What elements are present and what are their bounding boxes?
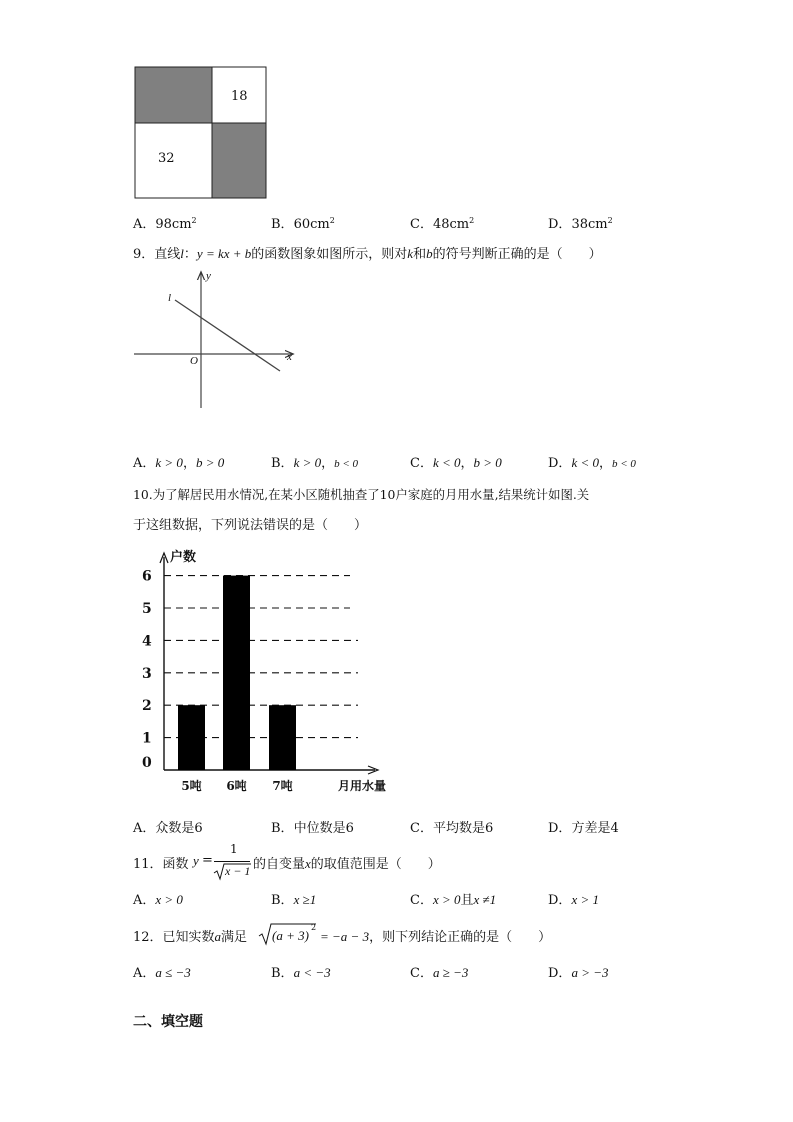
option-text: a > −3 [571,965,609,980]
q8-option-b[interactable] [271,213,335,232]
q11-option-b[interactable] [271,889,316,908]
y-tick-label: 0 [142,755,152,771]
q10-stem-line1: 10.为了解居民用水情况,在某小区随机抽查了10户家庭的月用水量,结果统计如图.关 [133,487,590,502]
q11-numerator: 1 [230,842,238,856]
y-tick-label: 3 [142,665,152,682]
bar [269,705,296,770]
option-text: x ≥1 [293,892,317,907]
option-sep: ， [460,456,474,471]
y-tick-label: 1 [142,730,152,747]
option-num: 6 [345,821,354,836]
x-tick-label: 5吨 [181,779,202,793]
y-axis-label: 户数 [170,550,197,565]
option-value: 60cm [293,217,330,232]
q11-eq: = [202,853,213,868]
option-num: 6 [484,821,494,836]
option-letter: A． [133,456,156,471]
option-letter: B． [271,217,294,232]
option-part-b: b > 0 [195,455,225,470]
option-part-a: k > 0 [155,455,183,470]
q8-option-c[interactable] [410,213,474,232]
option-text: x > 0 [155,892,183,907]
q9-suffix: 的符号判断正确的是（ ） [432,247,602,262]
q9-option-d[interactable] [548,452,636,471]
option-sep: ， [598,456,612,471]
q9-stem [133,243,602,262]
option-part-b: b < 0 [334,458,359,470]
q9-option-a[interactable] [133,452,224,471]
q11-option-d[interactable] [548,889,599,908]
option-text: a ≤ −3 [155,965,191,980]
q11-option-c[interactable] [410,889,496,908]
q9-option-c[interactable] [410,452,502,471]
q9-k: k [407,246,414,261]
option-letter: D． [548,893,572,908]
q9-b: b [426,246,433,261]
option-text: x > 0 [432,892,461,907]
option-letter: C． [410,966,433,981]
option-part-a: k > 0 [293,455,322,470]
q11-x: x [305,856,311,871]
q11-prefix: 11．函数 [133,857,189,872]
option-letter: B． [271,456,294,471]
q9-and: 和 [413,247,427,262]
q12-stem-rest [320,926,551,945]
q9-equation: y = kx + b [196,246,252,261]
q12-exponent: 2 [311,923,317,932]
q12-prefix: 12．已知实数 [133,930,215,945]
q10-stem-line2: 于这组数据，下列说法错误的是（ ） [133,518,368,533]
q11-radicand: x − 1 [225,864,251,878]
option-letter: A． [133,966,156,981]
option-letter: C． [410,821,433,836]
q11-option-a[interactable] [133,889,183,908]
q12-option-c[interactable] [410,962,468,981]
option-letter: D． [548,456,572,471]
option-letter: D． [548,217,572,232]
option-num: 4 [610,821,619,836]
option-letter: B． [271,893,294,908]
option-letter: C． [410,893,433,908]
option-text2: x ≠1 [473,892,497,907]
q9-line-name: l [180,246,184,261]
option-part-b: b < 0 [612,458,636,470]
option-text: 中位数是 [293,821,346,836]
option-text: a < −3 [293,965,331,980]
q11-mid: 的自变量 [253,857,306,872]
q11-stem [133,853,189,872]
option-sep: ， [321,456,335,471]
option-text: 平均数是 [432,821,485,836]
q9-colon: ： [183,247,197,262]
option-text: a ≥ −3 [432,965,469,980]
q12-stem [133,926,247,945]
option-text: x > 1 [571,892,599,907]
q8-label-18: 18 [231,89,248,104]
option-letter: B． [271,821,294,836]
q9-mid: 的函数图象如图所示，则对 [251,247,408,262]
option-value: 48cm [432,217,470,232]
y-tick-label: 2 [142,698,152,715]
option-num: 6 [194,821,203,836]
q12-option-d[interactable] [548,962,608,981]
q11-suffix: 的取值范围是（ ） [310,857,441,872]
q9-prefix: 9．直线 [133,247,181,262]
q11-stem-rest [253,853,441,872]
x-tick-label: 7吨 [272,779,293,793]
option-sup: 2 [191,216,197,225]
option-letter: B． [271,966,294,981]
q12-mid: 满足 [221,930,248,945]
option-letter: C． [410,217,433,232]
q9-x-label: x [287,351,292,363]
y-tick-label: 5 [142,601,152,617]
q9-line-graph [130,268,310,413]
option-value: 98cm [155,217,192,232]
option-part-b: b > 0 [473,455,502,470]
section-title: 二、填空题 [133,1014,203,1030]
q12-suffix: ，则下列结论正确的是（ ） [369,930,552,945]
option-sep: ， [182,456,196,471]
option-letter: C． [410,456,433,471]
q12-rhs: = −a − 3 [320,929,370,944]
q10-option-d[interactable] [548,817,619,836]
option-letter: A． [133,821,156,836]
option-part-a: k < 0 [571,455,599,470]
q10-option-a[interactable] [133,817,203,836]
q9-y-label: y [206,270,211,282]
option-sup: 2 [329,216,335,225]
q12-radicand: (a + 3) [272,928,309,943]
option-letter: A． [133,217,156,232]
option-text: 众数是 [155,821,195,836]
bar [223,576,250,770]
option-value: 38cm [571,217,608,232]
q8-squares-figure [134,66,268,200]
q9-origin-label: O [190,355,198,367]
option-part-a: k < 0 [432,455,461,470]
option-letter: D． [548,821,572,836]
y-tick-label: 4 [142,633,152,650]
option-sup: 2 [469,216,475,225]
q9-line-label: l [168,292,172,304]
option-sup: 2 [607,216,613,225]
option-mid: 且 [460,893,474,908]
q11-y: y [193,853,199,868]
bar [178,705,205,770]
option-letter: D． [548,966,572,981]
q8-label-32: 32 [158,151,175,166]
x-tick-label: 6吨 [226,779,247,793]
q8-option-d[interactable] [548,213,613,232]
y-tick-label: 6 [142,568,152,585]
q12-a: a [214,929,222,944]
q8-option-a[interactable] [133,213,197,232]
q10-option-c[interactable] [410,817,493,836]
q10-bar-chart [130,545,400,805]
q9-option-b[interactable] [271,452,358,471]
q10-option-b[interactable] [271,817,354,836]
option-text: 方差是 [571,821,611,836]
q12-option-a[interactable] [133,962,191,981]
option-letter: A． [133,893,156,908]
q12-option-b[interactable] [271,962,331,981]
x-axis-label: 月用水量 [337,779,387,793]
